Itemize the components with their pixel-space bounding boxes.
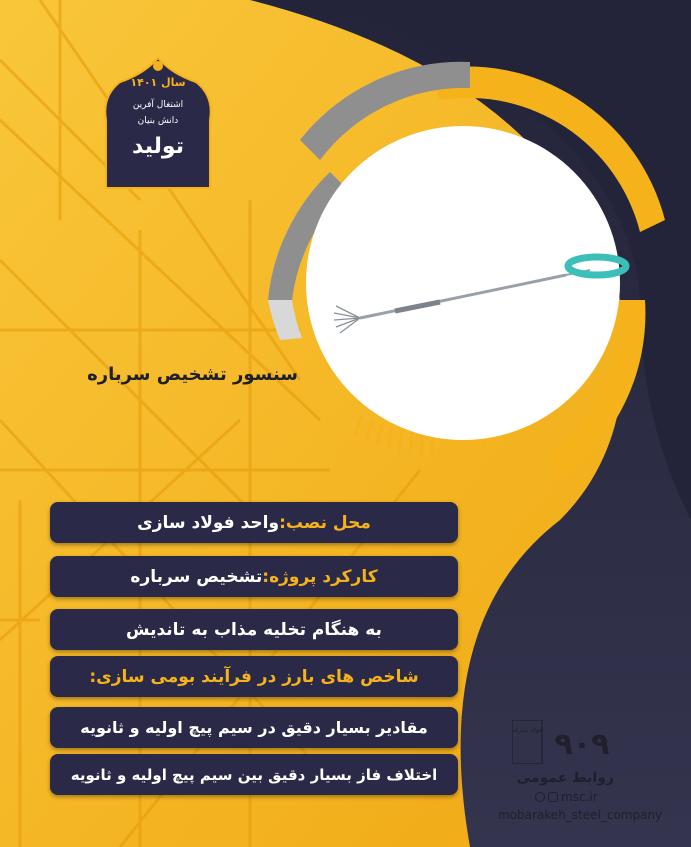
features-heading-pill: [50, 656, 458, 697]
circle-icon: [535, 792, 545, 802]
features-heading: شاخص های بارز در فرآیند بومی سازی:: [89, 666, 419, 687]
feature-pill-1: [50, 707, 458, 748]
website-text: msc.ir: [561, 790, 598, 804]
function-detail: به هنگام تخلیه مذاب به تاندیش: [126, 619, 382, 640]
install-location-pill: [50, 502, 458, 543]
function-detail-pill: [50, 609, 458, 650]
logo-numerals: ۹۰۹: [554, 727, 610, 762]
company-logo: [512, 720, 620, 764]
seal-main-word: تولید: [131, 134, 184, 159]
function-label: کارکرد پروژه:: [262, 566, 378, 587]
logo-side-text: فولاد مبارکه: [512, 727, 542, 734]
instagram-icon: [548, 792, 558, 802]
product-circle: [306, 126, 620, 440]
feature-text-1: مقادیر بسیار دقیق در سیم پیچ اولیه و ثانویه: [80, 718, 428, 737]
install-label: محل نصب:: [279, 512, 371, 533]
social-handle: mobarakeh_steel_company: [498, 808, 663, 822]
seal-slogan-line1: اشتغال آفرین: [132, 100, 184, 110]
seal-emblem: [98, 62, 218, 192]
public-relations-label: روابط عمومی: [516, 770, 614, 786]
feature-text-2: اختلاف فاز بسیار دقیق بین سیم پیچ اولیه و ثانویه: [70, 765, 438, 784]
website-row: [535, 790, 598, 804]
feature-pill-2: [50, 754, 458, 795]
seal-slogan-line2: دانش بنیان: [137, 116, 179, 126]
seal-year: سال ۱۴۰۱: [130, 76, 186, 89]
install-value: واحد فولاد سازی: [137, 512, 280, 533]
product-title: سنسور تشخیص سرباره: [87, 364, 298, 385]
project-function-pill: [50, 556, 458, 597]
function-value: تشخیص سرباره: [130, 566, 263, 587]
